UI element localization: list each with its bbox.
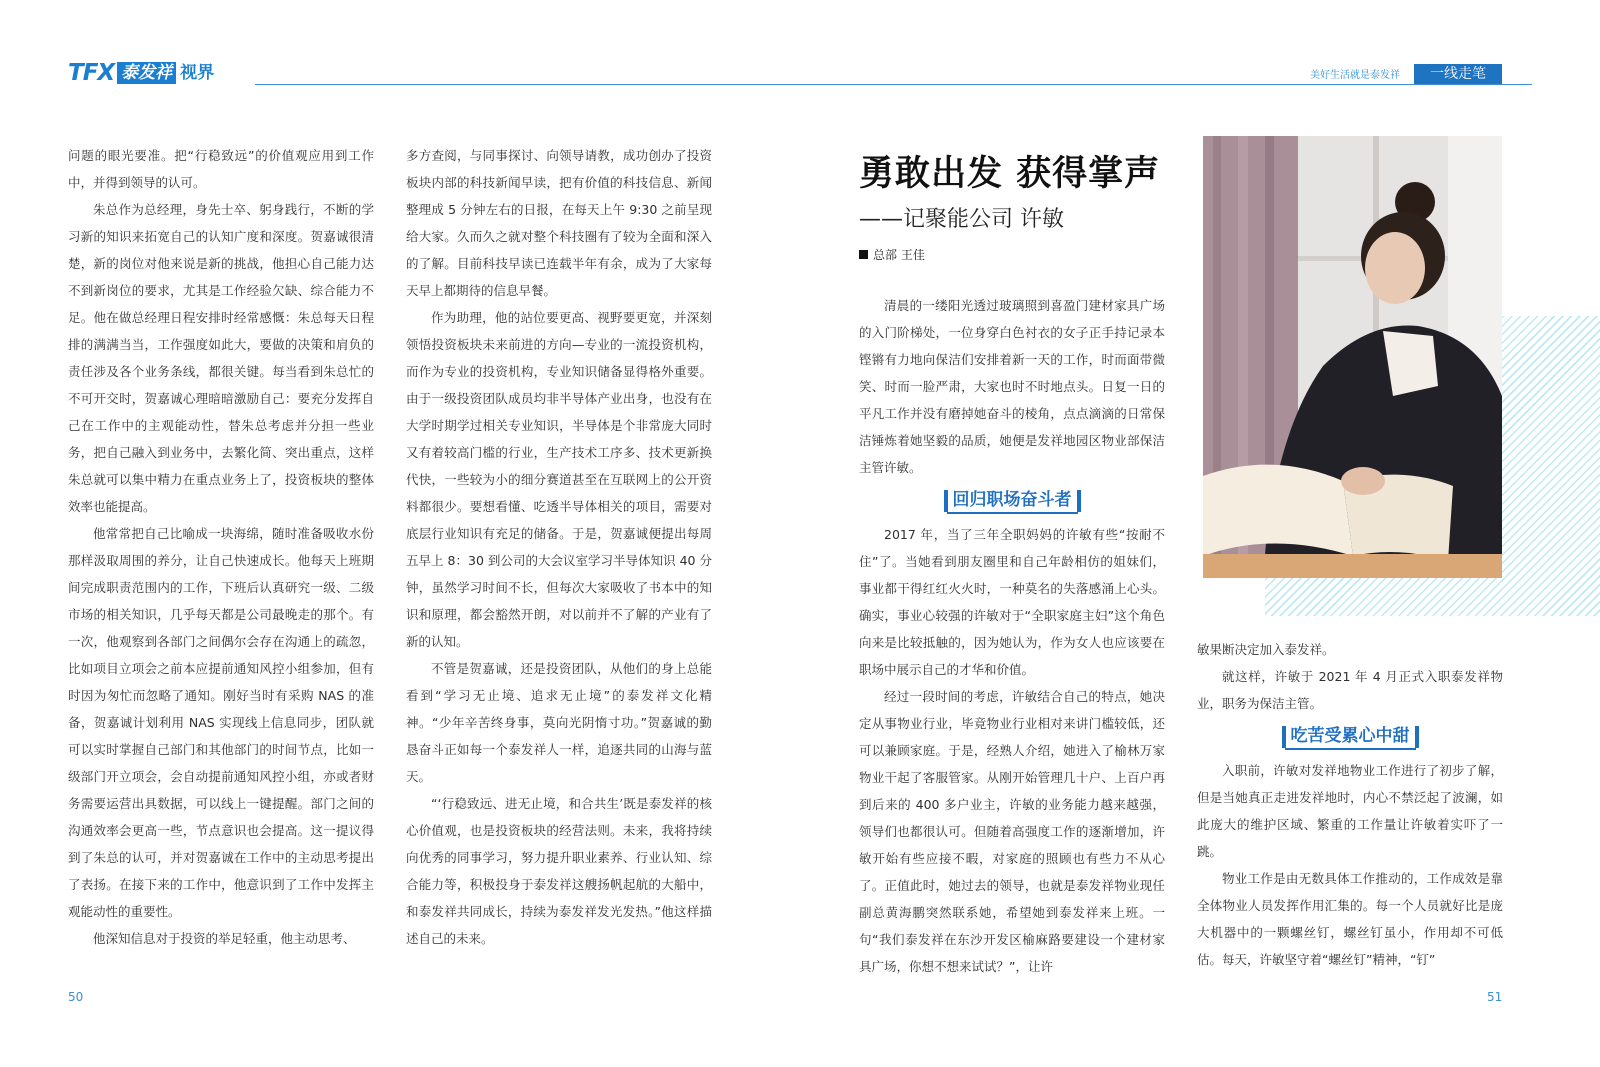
paragraph: 经过一段时间的考虑，许敏结合自己的特点，她决定从事物业行业，毕竟物业行业相对来讲门槛较低，还可以兼顾家庭。于是，经熟人介绍，她进入了榆林万家物业干起了客服管家。从刚开始管理几十户、上百户再到后来的 400 多户业主，许敏的业务能力越来越强，领导们也都很认可。但随着高强度工作的逐渐增加，许敏开始有些应接不暇，对家庭的照顾也有些力不从心了。正值此时，她过去的领导，也就是泰发祥物业现任副总黄海鹏突然联系她，希望她到泰发祥来上班。一句“我们泰发祥在东沙开发区榆麻路要建设一个建材家具广场，你想不想来试试？”，让许: [859, 689, 1165, 974]
page-number-right: 51: [1487, 990, 1503, 1004]
left-page-column-2: [406, 142, 712, 952]
magazine-logo: [68, 62, 214, 84]
byline-text: 总部 王佳: [873, 248, 925, 262]
paragraph: 清晨的一缕阳光透过玻璃照到喜盈门建材家具广场的入门阶梯处，一位身穿白色衬衣的女子正手持记录本铿锵有力地向保洁们安排着新一天的工作，时而面带微笑、时而一脸严肃，大家也时不时地点头。日复一日的平凡工作并没有磨掉她奋斗的棱角，点点滴滴的日常保洁锤炼着她坚毅的品质，她便是发祥地园区物业部保洁主管许敏。: [859, 298, 1165, 475]
paragraph: 多方查阅，与同事探讨、向领导请教，成功创办了投资板块内部的科技新闻早读，把有价值的科技信息、新闻整理成 5 分钟左右的日报，在每天上午 9:30 之前呈现给大家。久而久之就对整个科技圈有了较为全面和深入的了解。目前科技早读已连载半年有余，成为了大家每天早上都期待的信息早餐。: [406, 148, 712, 298]
paragraph: 入职前，许敏对发祥地物业工作进行了初步了解，但是当她真正走进发祥地时，内心不禁泛起了波澜，如此庞大的维护区域、繁重的工作量让许敏着实吓了一跳。: [1197, 763, 1503, 859]
paragraph: 朱总作为总经理，身先士卒、躬身践行，不断的学习新的知识来拓宽自己的认知广度和深度。贺嘉诚很清楚，新的岗位对他来说是新的挑战，他担心自己能力达不到新岗位的要求，尤其是工作经验欠缺、综合能力不足。他在做总经理日程安排时经常感慨：朱总每天日程排的满满当当，工作强度如此大，要做的决策和肩负的责任涉及各个业务条线，都很关键。每当看到朱总忙的不可开交时，贺嘉诚心理暗暗激励自己：要充分发挥自己在工作中的主观能动性，替朱总考虑并分担一些业务，把自己融入到业务中，去繁化简、突出重点，这样朱总就可以集中精力在重点业务上了，投资板块的整体效率也能提高。: [68, 202, 374, 514]
paragraph: 就这样，许敏于 2021 年 4 月正式入职泰发祥物业，职务为保洁主管。: [1197, 669, 1503, 711]
intro-paragraphs: [859, 292, 1165, 481]
article-title: 勇敢出发 获得掌声: [859, 154, 1161, 194]
logo-tfx-text: TFX: [68, 60, 115, 86]
paragraph: 作为助理，他的站位要更高、视野要更宽，并深刻领悟投资板块未来前进的方向—专业的一流投资机构，而作为专业的投资机构，专业知识储备显得格外重要。由于一级投资团队成员均非半导体产业出身，也没有在大学时期学过相关专业知识，半导体是个非常庞大同时又有着较高门槛的行业，生产技术工序多、技术更新换代快，一些较为小的细分赛道甚至在互联网上的公开资料都很少。要想看懂、吃透半导体相关的项目，需要对底层行业知识有充足的储备。于是，贺嘉诚便提出每周五早上 8：30 到公司的大会议室学习半导体知识 40 分钟，虽然学习时间不长，但每次大家吸收了书本中的知识和原理，都会豁然开朗，对以前并不了解的产业有了新的认知。: [406, 310, 712, 649]
paragraph: 不管是贺嘉诚，还是投资团队，从他们的身上总能看到“学习无止境、追求无止境”的泰发祥文化精神。“少年辛苦终身事，莫向光阴惰寸功。”贺嘉诚的勤恳奋斗正如每一个泰发祥人一样，追逐共同的山海与蓝天。: [406, 661, 712, 784]
header-slogan: 美好生活就是泰发祥: [1310, 70, 1400, 81]
section-1-paragraphs: [859, 521, 1165, 980]
section-heading-1: [859, 487, 1165, 513]
paragraph: 问题的眼光要准。把“行稳致远”的价值观应用到工作中，并得到领导的认可。: [68, 148, 374, 190]
paragraph: “‘行稳致远、进无止境，和合共生’既是泰发祥的核心价值观，也是投资板块的经营法则。未来，我将持续向优秀的同事学习，努力提升职业素养、行业认知、综合能力等，积极投身于泰发祥这艘扬帆起航的大船中，和泰发祥共同成长，持续为泰发祥发光发热。”他这样描述自己的未来。: [406, 796, 712, 946]
paragraph: 2017 年，当了三年全职妈妈的许敏有些“按耐不住”了。当她看到朋友圈里和自己年龄相仿的姐妹们，事业都干得红红火火时，一种莫名的失落感涌上心头。确实，事业心较强的许敏对于“全职家庭主妇”这个角色向来是比较抵触的，因为她认为，作为女人也应该要在职场中展示自己的才华和价值。: [859, 527, 1165, 677]
right-page-column-1: [859, 292, 1165, 980]
portrait-photo: [1203, 136, 1502, 578]
paragraph: 敏果断决定加入泰发祥。: [1197, 642, 1335, 657]
paragraph: 物业工作是由无数具体工作推动的，工作成效是靠全体物业人员发挥作用汇集的。每一个人员就好比是庞大机器中的一颗螺丝钉，螺丝钉虽小，作用却不可低估。每天，许敏坚守着“螺丝钉”精神，“钉”: [1197, 871, 1503, 967]
right-page-column-2: [1197, 636, 1503, 973]
paragraph: 他常常把自己比喻成一块海绵，随时准备吸收水份那样汲取周围的养分，让自己快速成长。他每天上班期间完成职责范围内的工作，下班后认真研究一级、二级市场的相关知识，几乎每天都是公司最晚走的那个。有一次，他观察到各部门之间偶尔会存在沟通上的疏忽，比如项目立项会之前本应提前通知风控小组参加，但有时因为匆忙而忽略了通知。刚好当时有采购 NAS 的准备，贺嘉诚计划利用 NAS 实现线上信息同步，团队就可以实时掌握自己部门和其他部门的时间节点，比如一级部门开立项会，会自动提前通知风控小组，亦或者财务需要运营出具数据，可以线上一键提醒。部门之间的沟通效率会更高一些，节点意识也会提高。这一提议得到了朱总的认可，并对贺嘉诚在工作中的主动思考提出了表扬。在接下来的工作中，他意识到了工作中发挥主观能动性的重要性。: [68, 526, 374, 919]
section-2-paragraphs: [1197, 757, 1503, 973]
article-byline: [859, 246, 925, 263]
section-tag: 一线走笔: [1414, 64, 1502, 84]
section-heading-2: [1197, 723, 1503, 749]
section-heading-1-text: 回归职场奋斗者: [947, 488, 1078, 514]
byline-square-icon: [859, 250, 868, 259]
header-rule: [255, 84, 1532, 85]
logo-brand-name: 泰发祥: [117, 62, 176, 84]
paragraph: 他深知信息对于投资的举足轻重，他主动思考、: [93, 931, 356, 946]
article-subtitle: ——记聚能公司 许敏: [859, 207, 1064, 232]
section-heading-2-text: 吃苦受累心中甜: [1285, 724, 1416, 750]
continuation-paragraphs: [1197, 636, 1503, 717]
left-page-column-1: [68, 142, 374, 952]
page-number-left: 50: [68, 990, 84, 1004]
logo-subtitle: 视界: [180, 63, 215, 83]
